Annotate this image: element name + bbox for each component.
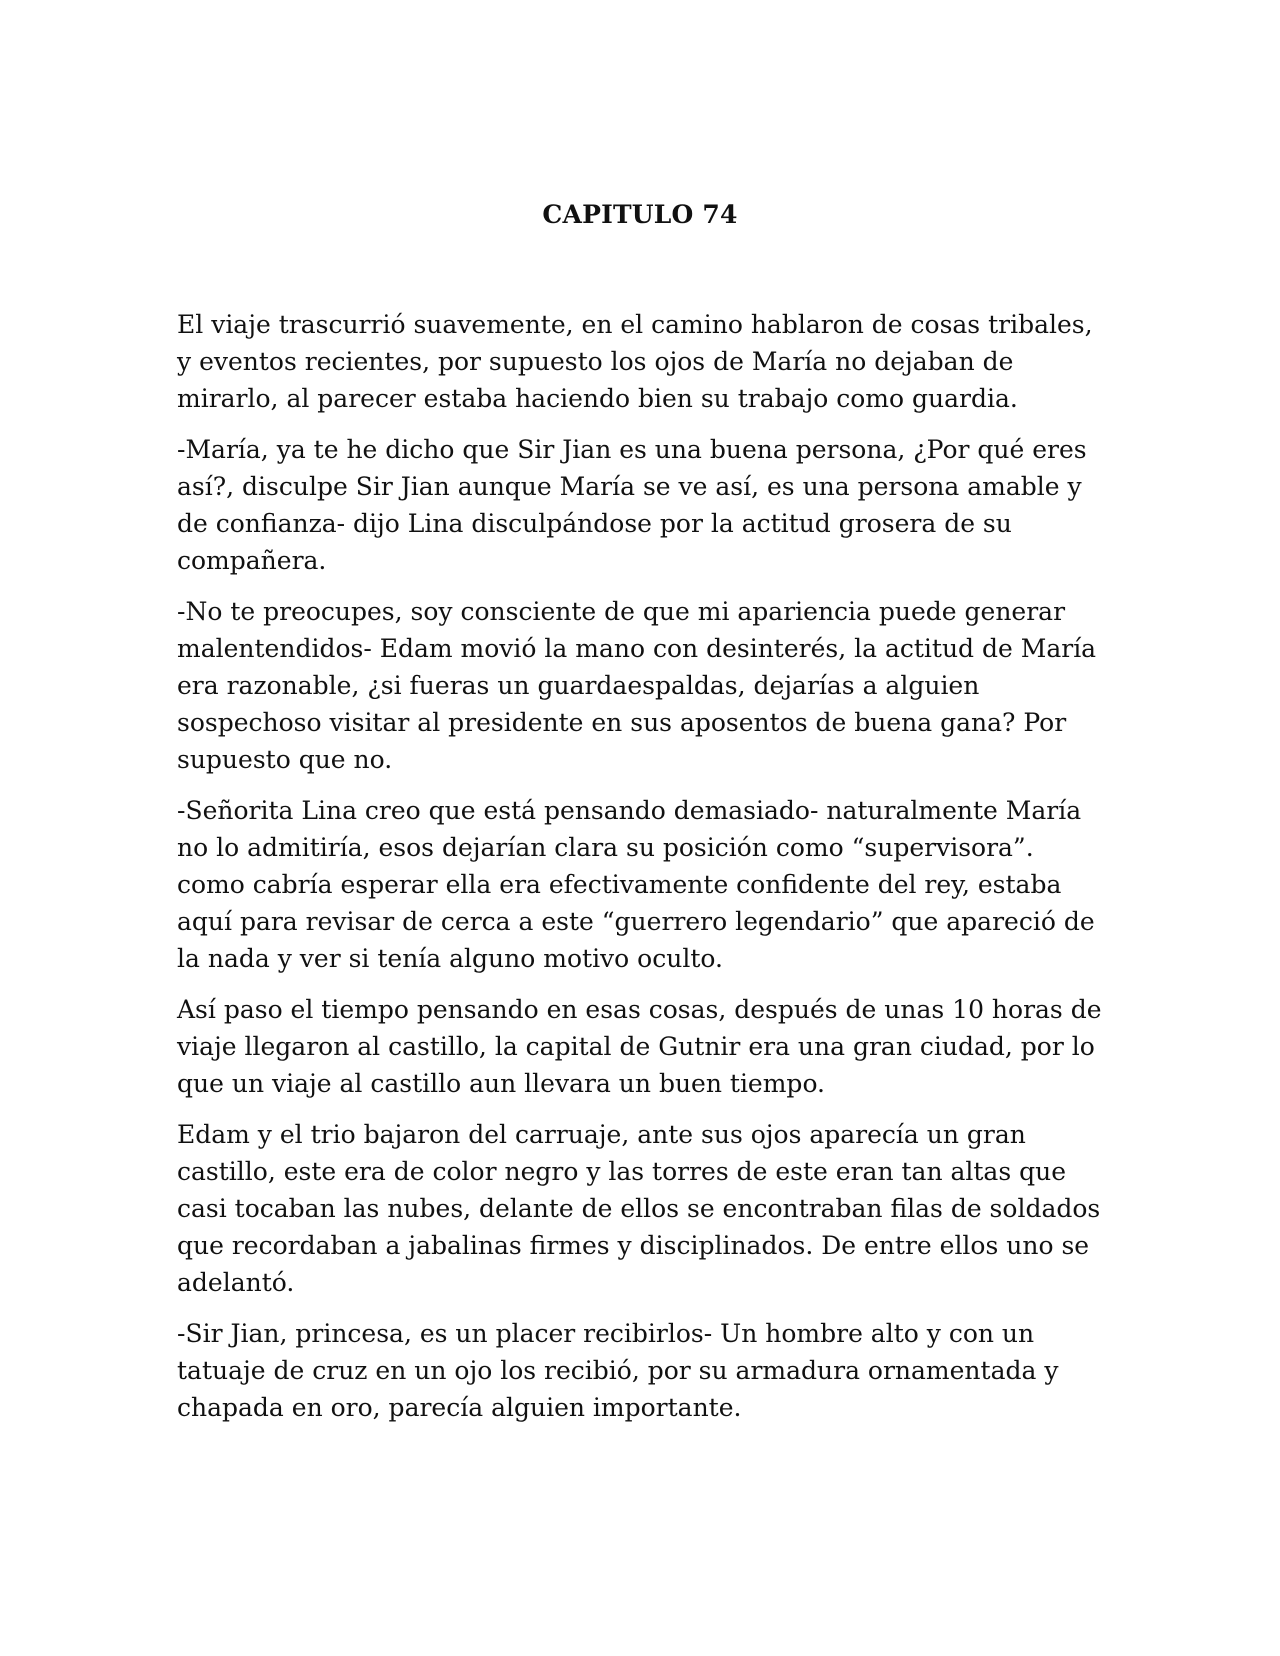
paragraph-3: -No te preocupes, soy consciente de que mi apariencia puede generar malentendidos- Edam movió la mano con desinterés, la actitud de María era razonable, ¿si fueras un guardaespaldas, dejarías a alguien sospechoso visitar al presidente en sus aposentos de buena gana? Por supuesto que no. [177,597,1097,774]
paragraph-5: Así paso el tiempo pensando en esas cosas, después de unas 10 horas de viaje llegaron al castillo, la capital de Gutnir era una gran ciudad, por lo que un viaje al castillo aun llevara un buen tiempo. [177,995,1102,1098]
paragraph-1: El viaje trascurrió suavemente, en el camino hablaron de cosas tribales, y eventos recientes, por supuesto los ojos de María no dejaban de mirarlo, al parecer estaba haciendo bien su trabajo como guardia. [177,310,1093,413]
paragraph-4: -Señorita Lina creo que está pensando demasiado- naturalmente María no lo admitiría, esos dejarían clara su posición como “supervisora”. como cabría esperar ella era efectivamente confidente del rey, estaba aquí para revisar de cerca a este “guerrero legendario” que apareció de la nada y ver si tenía alguno motivo oculto. [177,796,1095,973]
chapter-body [177,306,1107,1440]
paragraph-7: -Sir Jian, princesa, es un placer recibirlos- Un hombre alto y con un tatuaje de cruz en un ojo los recibió, por su armadura ornamentada y chapada en oro, parecía alguien importante. [177,1319,1059,1422]
paragraph-2: -María, ya te he dicho que Sir Jian es una buena persona, ¿Por qué eres así?, disculpe Sir Jian aunque María se ve así, es una persona amable y de confianza- dijo Lina disculpándose por la actitud grosera de su compañera. [177,435,1087,575]
paragraph-6: Edam y el trio bajaron del carruaje, ante sus ojos aparecía un gran castillo, este era de color negro y las torres de este eran tan altas que casi tocaban las nubes, delante de ellos se encontraban filas de soldados que recordaban a jabalinas firmes y disciplinados. De entre ellos uno se adelantó. [177,1120,1101,1297]
chapter-title: CAPITULO 74 [542,200,738,229]
